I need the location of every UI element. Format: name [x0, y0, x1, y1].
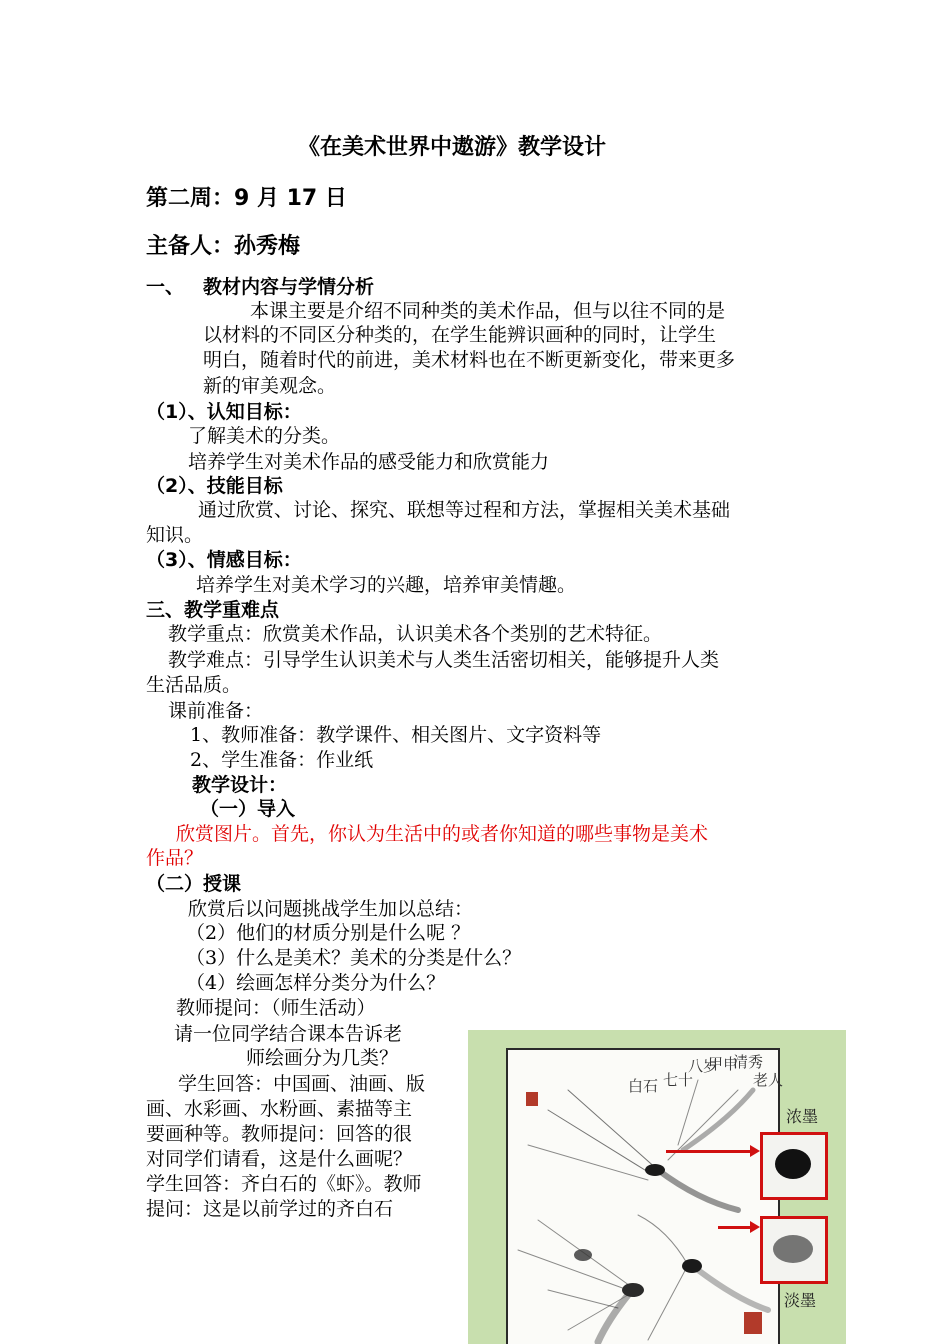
dark-ink-sample	[760, 1132, 828, 1200]
section-1-line: 本课主要是介绍不同种类的美术作品，但与以往不同的是	[250, 300, 726, 322]
intro-line: 作品？	[146, 847, 204, 869]
inscription: 甲申	[708, 1055, 739, 1073]
prep-title: 课前准备：	[168, 700, 264, 722]
design-title: 教学设计：	[192, 774, 288, 796]
inscription: 清秀	[733, 1053, 764, 1071]
goal-3-line: 培养学生对美术学习的兴趣，培养审美情趣。	[196, 574, 577, 596]
teach-line: 教师提问：（师生活动）	[176, 997, 376, 1019]
goal-3-title: （3）、情感目标：	[146, 549, 302, 571]
preparer: 主备人：孙秀梅	[146, 234, 301, 259]
goal-2-line: 通过欣赏、讨论、探究、联想等过程和方法，掌握相关美术基础	[198, 499, 731, 521]
section-1-line: 明白，随着时代的前进，美术材料也在不断更新变化，带来更多	[203, 349, 736, 371]
prep-line: 1、教师准备：教学课件、相关图片、文字资料等	[190, 724, 602, 746]
label-dark-ink: 浓墨	[786, 1107, 819, 1126]
teach-line: 欣赏后以问题挑战学生加以总结：	[188, 898, 474, 920]
prep-line: 2、学生准备：作业纸	[190, 749, 374, 771]
teach-line: （3）什么是美术？美术的分类是什么？	[186, 947, 522, 969]
teach-line: 请一位同学结合课本告诉老	[174, 1023, 403, 1045]
teach-line: 画、水彩画、水粉画、素描等主	[146, 1098, 413, 1120]
week-date: 第二周：9 月 17 日	[146, 186, 347, 211]
teach-line: 师绘画分为几类？	[246, 1047, 399, 1069]
inscription: 七十	[663, 1071, 694, 1089]
arrow-icon	[718, 1226, 752, 1229]
section-1-title: 教材内容与学情分析	[203, 276, 375, 298]
section-1-number: 一、	[146, 276, 185, 298]
seal-icon	[744, 1312, 762, 1334]
light-ink-sample	[760, 1216, 828, 1284]
teach-title: （二）授课	[146, 873, 242, 895]
goal-1-line: 培养学生对美术作品的感受能力和欣赏能力	[188, 451, 550, 473]
goal-2-title: （2）、技能目标	[146, 475, 283, 497]
section-3-line: 教学重点：欣赏美术作品，认识美术各个类别的艺术特征。	[168, 623, 663, 645]
teach-line: 要画种等。教师提问：回答的很	[146, 1123, 413, 1145]
teach-line: （2）他们的材质分别是什么呢 ？	[186, 922, 471, 944]
section-1-line: 新的审美观念。	[203, 375, 337, 397]
shrimp-painting-figure	[468, 1030, 846, 1344]
qi-baishi-shrimp-painting	[506, 1048, 784, 1344]
section-3-line: 生活品质。	[146, 674, 242, 696]
intro-title: （一）导入	[200, 798, 296, 820]
inscription: 白石	[628, 1077, 659, 1095]
doc-title: 《在美术世界中遨游》教学设计	[298, 135, 607, 160]
inscription: 老人	[753, 1071, 784, 1089]
teach-line: （4）绘画怎样分类分为什么？	[186, 972, 446, 994]
label-light-ink: 淡墨	[784, 1291, 817, 1310]
goal-1-line: 了解美术的分类。	[188, 425, 341, 447]
shrimp-ink-drawing	[508, 1050, 778, 1344]
teach-line: 学生回答：中国画、油画、版	[178, 1073, 426, 1095]
intro-line: 欣赏图片。首先，你认为生活中的或者你知道的哪些事物是美术	[176, 823, 709, 845]
teach-line: 学生回答：齐白石的《虾》。教师	[146, 1173, 422, 1195]
inscription: 八岁	[688, 1057, 719, 1075]
goal-1-title: （1）、认知目标：	[146, 401, 302, 423]
teach-line: 对同学们请看，这是什么画呢？	[146, 1148, 413, 1170]
section-3-title: 三、教学重难点	[146, 599, 280, 621]
section-1-line: 以材料的不同区分种类的，在学生能辨识画种的同时，让学生	[203, 324, 717, 346]
goal-2-line: 知识。	[146, 524, 204, 546]
teach-line: 提问：这是以前学过的齐白石	[146, 1198, 394, 1220]
section-3-line: 教学难点：引导学生认识美术与人类生活密切相关，能够提升人类	[168, 649, 720, 671]
arrow-icon	[666, 1150, 752, 1153]
